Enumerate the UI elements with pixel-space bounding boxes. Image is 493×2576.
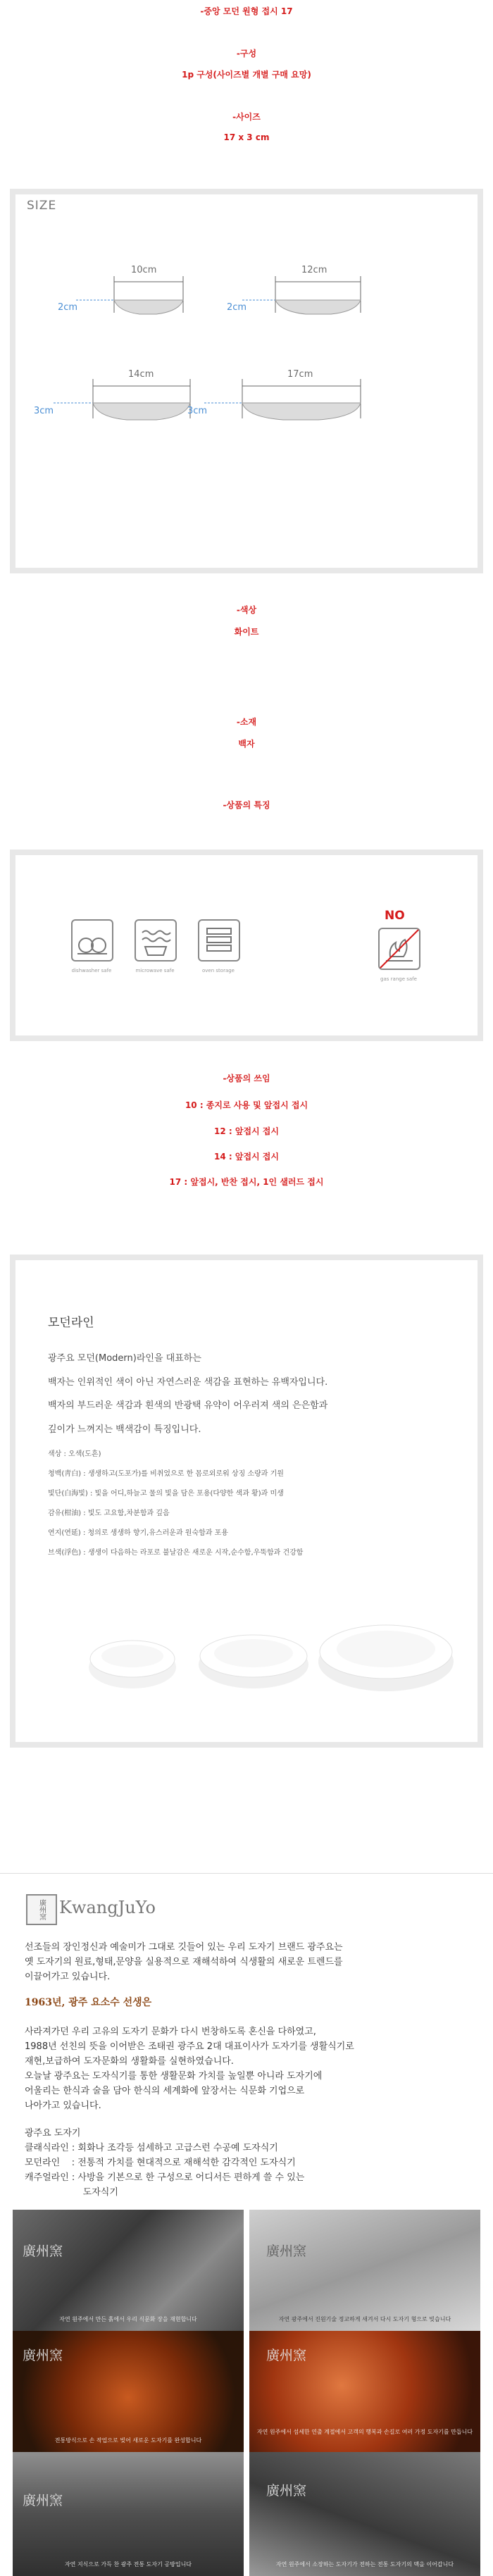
lines-casual-cont: 도자식기: [25, 2187, 118, 2198]
history-5: 어울리는 한식과 술을 담아 한식의 세계화에 앞장서는 식문화 기업으로: [25, 2086, 305, 2096]
oven-storage-icon: [196, 917, 242, 973]
oven-caption: oven storage: [202, 968, 235, 973]
history-title: 1963년, 광주 요소수 선생은: [25, 1997, 152, 2008]
brand-divider: [0, 1873, 493, 1874]
material-value: 백자: [238, 739, 255, 749]
photo-caption-6: 자연 원주에서 소장하는 도자기가 전하는 전통 도자기의 맥을 이어갑니다: [275, 2561, 454, 2568]
microwave-caption: microwave safe: [135, 968, 175, 973]
history-1: 사라져가던 우리 고유의 도자기 문화가 다시 번창하도록 혼신을 다하였고,: [25, 2027, 316, 2037]
photo-watermark-2: 廣州窯: [266, 2244, 307, 2259]
history-2: 1988년 선친의 뜻을 이어받은 조태권 광주요 2대 대표이사가 도자기를 생활식기로: [25, 2041, 354, 2052]
dishwasher-caption: dishwasher safe: [71, 968, 112, 973]
usage-item-10: 10 : 종지로 사용 및 앞접시 접시: [185, 1100, 308, 1110]
color-value: 화이트: [234, 627, 259, 637]
size-value: 17 x 3 cm: [223, 132, 270, 142]
modern-line-detail-1: 색상 : 오색(도흔): [48, 1450, 101, 1458]
features-panel: [10, 850, 483, 1041]
modern-line-para-1: 광주요 모던(Modern)라인을 대표하는: [48, 1353, 201, 1364]
plate-width-10: 10cm: [131, 265, 157, 275]
size-panel: [10, 189, 483, 573]
plate-height-10: 2cm: [58, 302, 78, 313]
brand-intro-2: 옛 도자기의 원료,형태,문양을 실용적으로 재해석하여 식생활의 새로운 트렌드를: [25, 1957, 343, 1967]
photo-caption-5: 자연 지식으로 가득 찬 광주 전통 도자기 공방입니다: [64, 2561, 192, 2568]
brand-intro-3: 이끌어가고 있습니다.: [25, 1972, 111, 1982]
modern-line-para-2: 백자는 인위적인 색이 아닌 자연스러운 색감을 표현하는 유백자입니다.: [48, 1377, 328, 1388]
lines-title: 광주요 도자기: [25, 2128, 81, 2139]
no-badge: NO: [385, 909, 405, 923]
brand-intro-1: 선조들의 장인정신과 예술미가 그대로 깃들어 있는 우리 도자기 브랜드 광주요는: [25, 1942, 343, 1953]
product-name: -중앙 모던 원형 접시 17: [200, 6, 293, 16]
plate-height-12: 2cm: [227, 302, 247, 313]
photo-caption-3: 전통방식으로 손 작업으로 빚어 새로운 도자기를 완성합니다: [54, 2437, 202, 2444]
gas-range-icon: [376, 926, 423, 982]
plate-width-12: 12cm: [301, 265, 327, 275]
plate-diagram-14cm: [54, 379, 190, 420]
modern-line-para-3: 백자의 부드러운 색감과 흰색의 반광택 유약이 어우러져 색의 은은함과: [48, 1400, 328, 1411]
features-label: -상품의 특징: [223, 800, 270, 810]
photo-carved-vase: [249, 2210, 480, 2331]
plates-product-image: [70, 1610, 465, 1701]
brand-seal-text: 廣州窯: [37, 1899, 46, 1920]
photo-painting-pottery: [249, 2331, 480, 2452]
photo-clay-hands: [13, 2210, 244, 2331]
modern-line-detail-6: 브색(浮色) : 생생이 다음하는 라포로 불날감은 새로운 시작,순수함,우뚝함과 건강함: [48, 1549, 304, 1557]
plate-width-17: 17cm: [287, 369, 313, 380]
microwave-icon: [132, 917, 179, 973]
history-4: 오늘날 광주요는 도자식기를 통한 생활문화 가치를 높일뿐 아니라 도자기에: [25, 2071, 323, 2082]
photo-watermark-5: 廣州窯: [23, 2493, 63, 2508]
dishwasher-icon: [69, 917, 116, 973]
photo-kiln-storage: [249, 2452, 480, 2576]
usage-item-12: 12 : 앞접시 접시: [214, 1126, 279, 1136]
photo-watermark-1: 廣州窯: [23, 2244, 63, 2259]
modern-line-detail-3: 빛단(白海빛) : 빛을 어디,하늘고 물의 빛을 담은 포용(다양한 색과 황)과 미생: [48, 1490, 284, 1498]
usage-label: -상품의 쓰임: [223, 1074, 270, 1083]
modern-line-detail-2: 청백(靑白) : 생생하고(도포가)를 비취었으로 한 몸로외로워 상징 소량과 기원: [48, 1470, 284, 1478]
modern-line-title: 모던라인: [48, 1316, 94, 1330]
history-3: 재현,보급하여 도자문화의 생활화를 실현하였습니다.: [25, 2056, 234, 2067]
brand-logo-text: KwangJuYo: [59, 1898, 156, 1917]
photo-watermark-3: 廣州窯: [23, 2348, 63, 2363]
material-label: -소재: [236, 717, 257, 727]
modern-line-para-4: 깊이가 느껴지는 백색감이 특징입니다.: [48, 1424, 201, 1435]
size-panel-title: SIZE: [27, 199, 57, 213]
plate-height-14: 3cm: [34, 406, 54, 416]
photo-caption-1: 자연 원주에서 만든 흙에서 우리 식문화 장을 재현합니다: [59, 2316, 197, 2322]
plate-diagram-12cm: [242, 276, 361, 314]
composition-value: 1p 구성(사이즈별 개별 구매 요망): [182, 70, 311, 80]
color-label: -색상: [236, 605, 257, 615]
history-6: 나아가고 있습니다.: [25, 2101, 101, 2111]
size-label: -사이즈: [232, 112, 261, 122]
modern-line-detail-4: 감유(柑油) : 빛도 고요함,차분함과 깊음: [48, 1510, 170, 1517]
lines-casual: 캐주얼라인 : 사방을 기본으로 한 구성으로 어디서든 편하게 쓸 수 있는: [25, 2172, 305, 2183]
lines-classic: 클래식라인 : 회화나 조각등 섬세하고 고급스런 수공예 도자식기: [25, 2143, 278, 2153]
plate-diagram-10cm: [76, 276, 183, 314]
photo-caption-4: 자연 원주에서 섬세한 연출 계절에서 고객의 행복과 손길로 여러 가정 도자기를 만듭니다: [256, 2429, 473, 2435]
photo-watermark-4: 廣州窯: [266, 2348, 307, 2363]
photo-caption-2: 자연 광주에서 진원기술 정교하게 새겨서 다시 도자기 형으로 빚습니다: [278, 2316, 451, 2322]
brand-logo-seal: [26, 1894, 57, 1925]
gas-range-caption: gas range safe: [380, 976, 417, 982]
photo-jars-yard: [13, 2452, 244, 2576]
plate-diagrams: [15, 194, 478, 568]
photo-potter-wheel: [13, 2331, 244, 2452]
lines-modern: 모던라인 : 전통적 가치를 현대적으로 재해석한 감각적인 도자식기: [25, 2158, 296, 2168]
photo-watermark-6: 廣州窯: [266, 2483, 307, 2499]
modern-line-detail-5: 연지(연延) : 청의로 생생하 향기,유스러운과 원숙함과 포용: [48, 1529, 228, 1537]
plate-height-17: 3cm: [187, 406, 208, 416]
usage-item-14: 14 : 앞접시 접시: [214, 1152, 279, 1162]
usage-item-17: 17 : 앞접시, 반찬 접시, 1인 샐러드 접시: [169, 1177, 324, 1187]
composition-label: -구성: [236, 49, 257, 58]
plate-diagram-17cm: [204, 379, 361, 420]
plate-width-14: 14cm: [128, 369, 154, 380]
